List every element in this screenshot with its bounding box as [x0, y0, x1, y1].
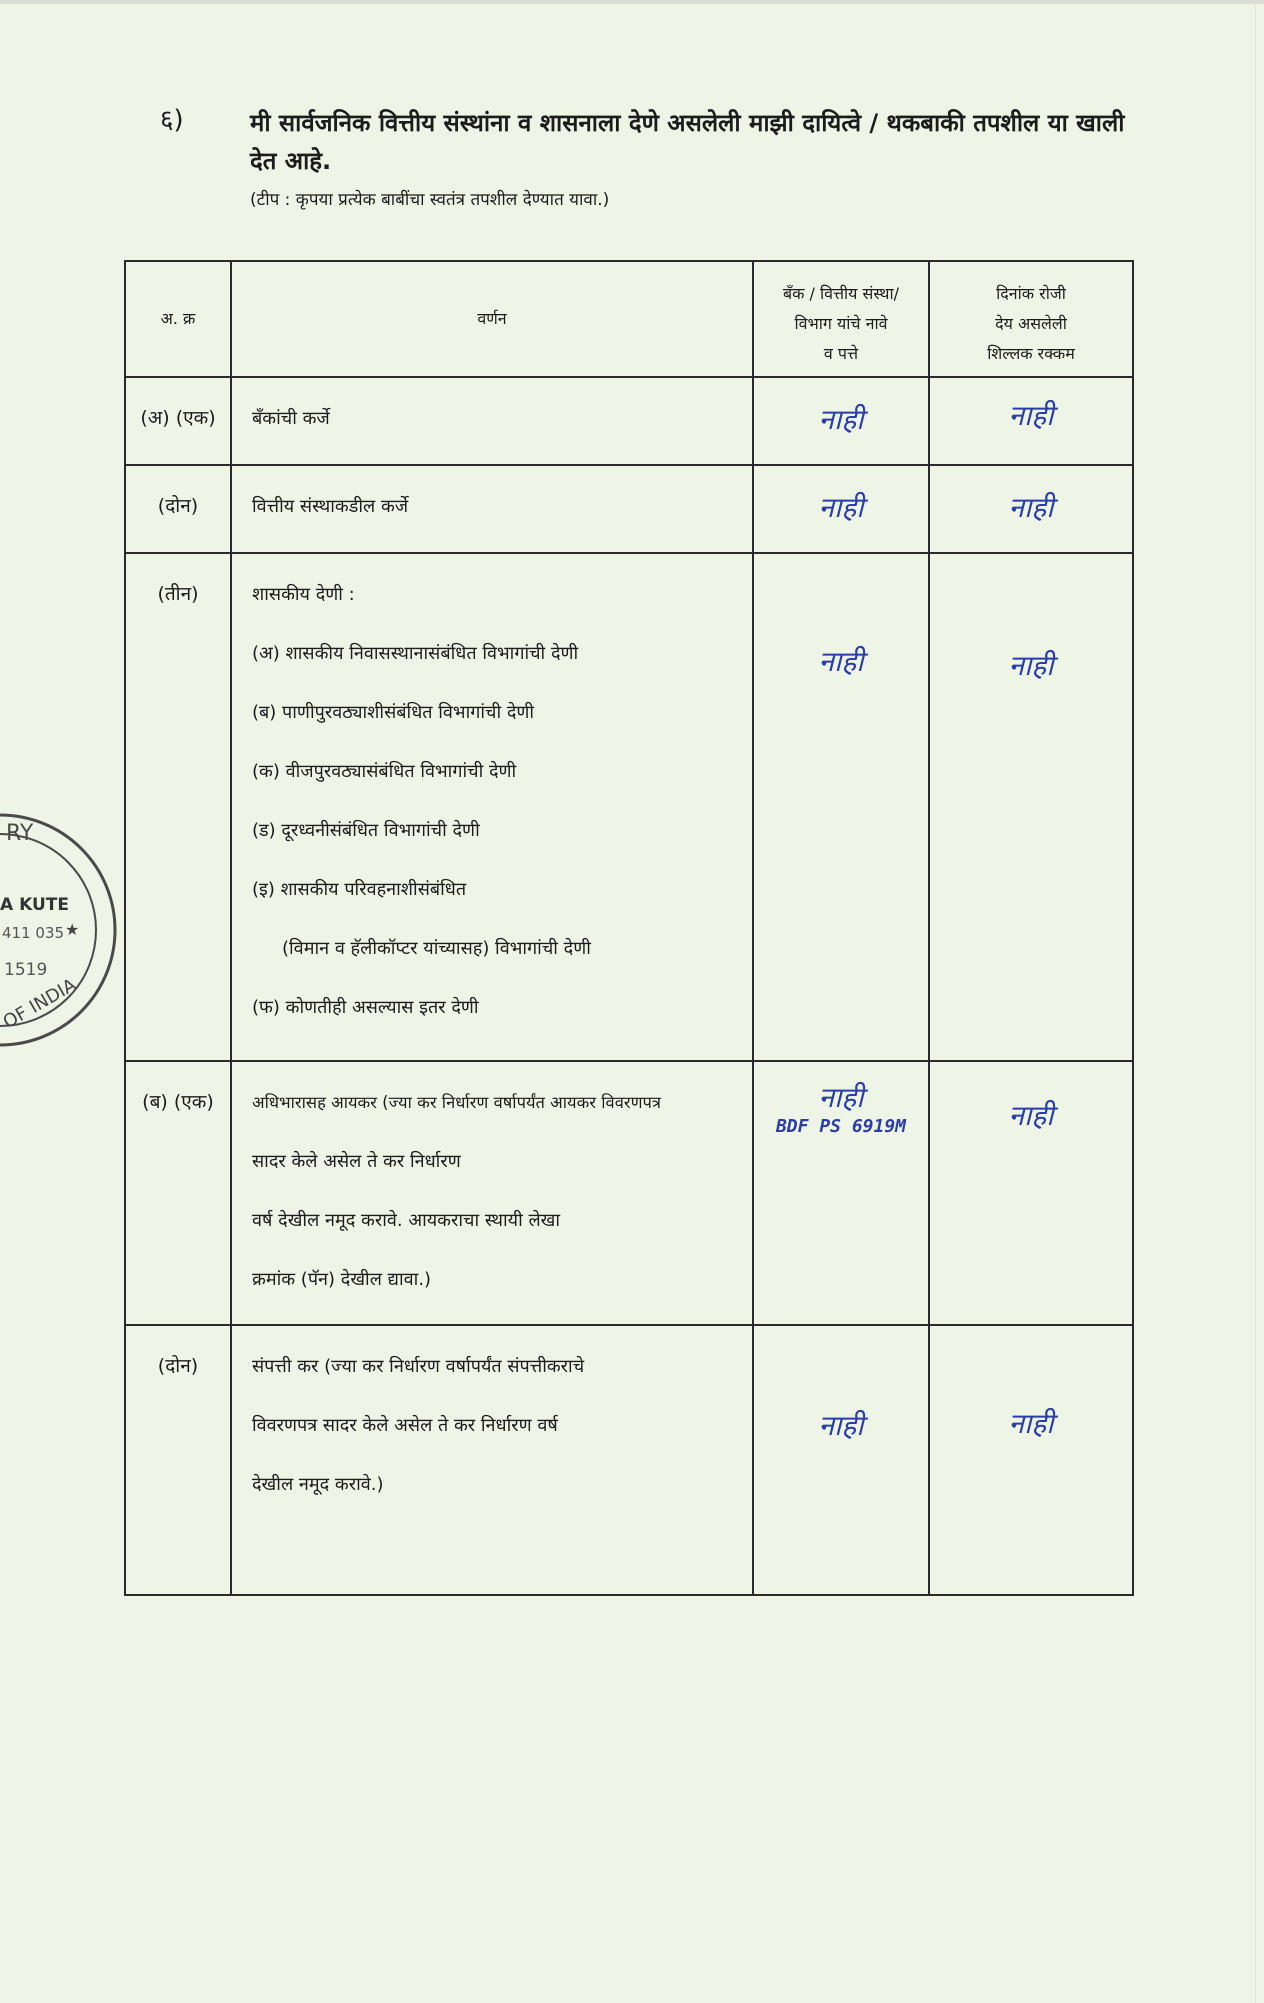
row-description — [231, 1061, 753, 1325]
stamp-number: 1519 — [4, 960, 48, 980]
header-due — [929, 261, 1133, 377]
header-due-line2: देय असलेली — [995, 314, 1067, 333]
row-desc-line: बँकांची कर्जे — [252, 408, 330, 429]
row-description — [231, 1325, 753, 1595]
section-title: मी सार्वजनिक वित्तीय संस्थांना व शासनाला देणे असलेली माझी दायित्वे / थकबाकी तपशील या खाली देत आहे. — [250, 109, 1125, 175]
handwritten-due: नाही — [929, 377, 1133, 465]
row-sr: (दोन) — [125, 465, 231, 553]
table-row — [125, 465, 1133, 553]
table-row — [125, 377, 1133, 465]
header-bank-line3: व पत्ते — [823, 344, 859, 363]
table-row — [125, 1061, 1133, 1325]
liabilities-table — [124, 260, 1134, 1596]
stamp-text-top: RY — [6, 821, 34, 846]
handwritten-bank: नाही — [753, 377, 929, 465]
row-desc-line: (ड) दूरध्वनीसंबंधित विभागांची देणी — [252, 820, 480, 841]
row-desc-line: (इ) शासकीय परिवहनाशीसंबंधित — [252, 879, 467, 900]
row-desc-line: अधिभारासह आयकर (ज्या कर निर्धारण वर्षापर्यंत आयकर विवरणपत्र — [252, 1093, 662, 1112]
stamp-code: 411 035 — [2, 924, 65, 942]
row-desc-line: (अ) शासकीय निवासस्थानासंबंधित विभागांची देणी — [252, 643, 579, 664]
handwritten-due: नाही — [929, 465, 1133, 553]
row-sr: (ब) (एक) — [125, 1061, 231, 1325]
handwritten-bank: नाही — [818, 1081, 864, 1114]
row-desc-line: देखील नमूद करावे.) — [252, 1474, 384, 1495]
header-description: वर्णन — [231, 261, 753, 377]
handwritten-due: नाही — [929, 553, 1133, 1061]
row-desc-line: (ब) पाणीपुरवठ्याशीसंबंधित विभागांची देणी — [252, 702, 535, 723]
handwritten-bank: नाही — [753, 553, 929, 1061]
handwritten-bank: नाही — [753, 465, 929, 553]
row-description — [231, 553, 753, 1061]
row-desc-line: विवरणपत्र सादर केले असेल ते कर निर्धारण वर्ष — [252, 1415, 558, 1436]
row-description — [231, 377, 753, 465]
section-number: ६) — [160, 105, 184, 135]
section-note: (टीप : कृपया प्रत्येक बाबींचा स्वतंत्र तपशील देण्यात यावा.) — [250, 190, 610, 210]
table-row — [125, 553, 1133, 1061]
right-edge — [1255, 0, 1256, 2003]
header-bank-line1: बँक / वित्तीय संस्था/ — [782, 284, 900, 303]
header-bank-line2: विभाग यांचे नावे — [794, 314, 888, 333]
header-due-line3: शिल्लक रक्कम — [987, 344, 1075, 363]
table-row — [125, 1325, 1133, 1595]
row-desc-line: शासकीय देणी : — [252, 584, 355, 605]
row-sr: (तीन) — [125, 553, 231, 1061]
handwritten-due: नाही — [929, 1325, 1133, 1595]
row-desc-line: वित्तीय संस्थाकडील कर्जे — [252, 496, 409, 517]
stamp-text-bottom: OF INDIA — [0, 974, 80, 1033]
handwritten-pan: BDF PS 6919M — [775, 1116, 907, 1137]
handwritten-bank: नाही — [753, 1325, 929, 1595]
notary-stamp — [0, 780, 120, 1080]
stamp-name: A KUTE — [0, 895, 69, 915]
row-desc-line: वर्ष देखील नमूद करावे. आयकराचा स्थायी लेखा — [252, 1210, 561, 1231]
row-description — [231, 465, 753, 553]
row-desc-line: (क) वीजपुरवठ्यासंबंधित विभागांची देणी — [252, 761, 517, 782]
header-due-line1: दिनांक रोजी — [996, 284, 1066, 303]
handwritten-due: नाही — [929, 1061, 1133, 1325]
header-sr: अ. क्र — [125, 261, 231, 377]
row-sr: (अ) (एक) — [125, 377, 231, 465]
row-desc-line: (विमान व हॅलीकॉप्टर यांच्यासह) विभागांची देणी — [282, 938, 591, 959]
row-sr: (दोन) — [125, 1325, 231, 1595]
row-desc-line: क्रमांक (पॅन) देखील द्यावा.) — [252, 1269, 432, 1290]
table-header-row — [125, 261, 1133, 377]
top-edge — [0, 0, 1264, 4]
row-desc-line: सादर केले असेल ते कर निर्धारण — [252, 1151, 461, 1172]
header-bank — [753, 261, 929, 377]
row-desc-line: (फ) कोणतीही असल्यास इतर देणी — [252, 997, 479, 1018]
stamp-star-icon: ★ — [65, 920, 80, 939]
handwritten-bank-cell — [753, 1061, 929, 1325]
row-desc-line: संपत्ती कर (ज्या कर निर्धारण वर्षापर्यंत संपत्तीकराचे — [252, 1356, 585, 1377]
